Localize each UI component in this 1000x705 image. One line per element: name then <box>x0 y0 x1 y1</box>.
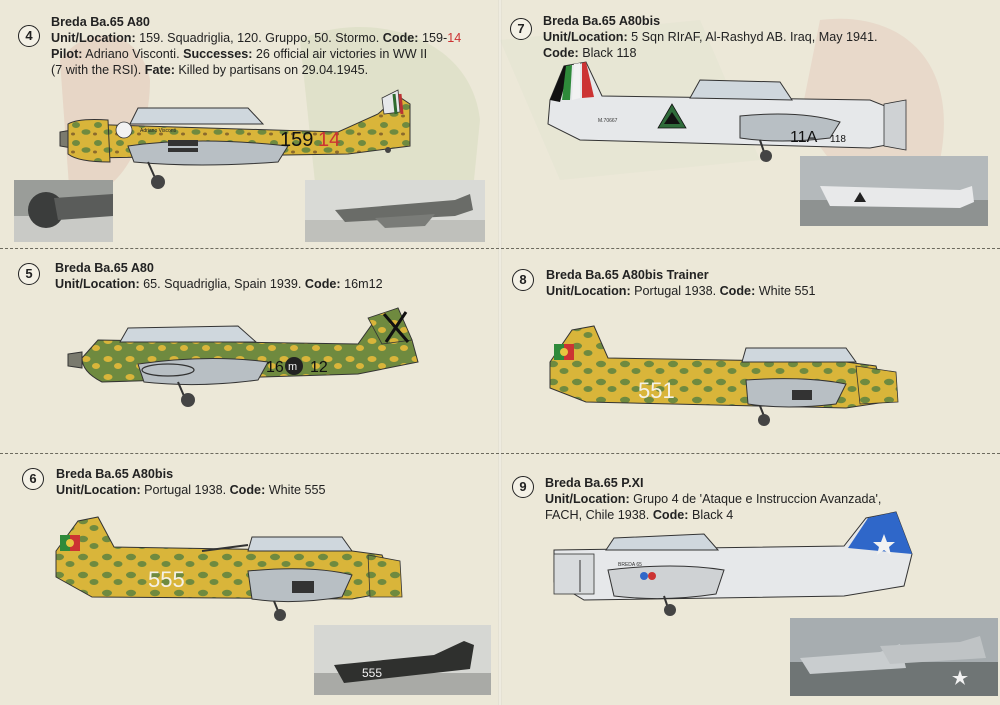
code-value: Black 4 <box>692 508 734 522</box>
fuselage-text: BREDA 65 <box>618 562 642 568</box>
code-label: Code: <box>304 277 341 291</box>
entry-number-badge: 9 <box>512 476 534 498</box>
entry-6-caption <box>56 466 496 498</box>
unit-value: 5 Sqn RIrAF, Al-Rashyd AB. Iraq, May 1941. <box>631 30 878 44</box>
unit-value: 159. Squadriglia, 120. Gruppo, 50. Stormo. <box>139 31 380 45</box>
unit-label: Unit/Location: <box>55 277 140 291</box>
photo-code: 555 <box>362 666 383 680</box>
successes-label: Successes: <box>183 47 253 61</box>
code-label: Code: <box>229 483 266 497</box>
entry-title: Breda Ba.65 A80bis Trainer <box>546 268 709 282</box>
aircraft-profile <box>58 300 428 410</box>
fuselage-code: 555 <box>148 567 185 592</box>
aircraft-profile <box>546 322 916 432</box>
unit-label: Unit/Location: <box>56 483 141 497</box>
fuselage-code: 551 <box>638 378 675 403</box>
entry-title: Breda Ba.65 P.XI <box>545 476 644 490</box>
unit-value: Portugal 1938. <box>634 284 717 298</box>
code-value: White 555 <box>268 483 326 497</box>
entry-5-caption <box>55 260 495 292</box>
entry-title: Breda Ba.65 A80 <box>51 15 150 29</box>
reference-photo <box>305 180 485 242</box>
code-value: Black 118 <box>582 46 637 60</box>
fate-value: Killed by partisans on 29.04.1945. <box>178 63 369 77</box>
divider-line <box>0 453 1000 454</box>
successes-value-2: (7 with the RSI). <box>51 63 142 77</box>
reference-photo <box>314 625 491 695</box>
entry-number-badge: 6 <box>22 468 44 490</box>
aircraft-profile <box>48 84 428 194</box>
code-label: Code: <box>382 31 419 45</box>
entry-title: Breda Ba.65 A80 <box>55 261 154 275</box>
fuselage-code-red: 14 <box>318 129 341 151</box>
entry-number-badge: 4 <box>18 25 40 47</box>
entry-number-badge: 8 <box>512 269 534 291</box>
code-label: Code: <box>543 46 579 60</box>
svg-text:118: 118 <box>830 134 846 145</box>
reference-photo <box>790 618 998 696</box>
fuselage-code-m: m <box>288 361 298 373</box>
code-label: Code: <box>652 508 689 522</box>
reference-photo <box>800 156 988 226</box>
code-value: White 551 <box>758 284 816 298</box>
center-fold <box>498 0 502 705</box>
unit-label: Unit/Location: <box>545 492 630 506</box>
pilot-label: Pilot: <box>51 47 83 61</box>
code-label: Code: <box>719 284 756 298</box>
entry-title: Breda Ba.65 A80bis <box>543 14 661 28</box>
aircraft-profile <box>52 515 422 625</box>
unit-label: Unit/Location: <box>546 284 631 298</box>
aircraft-profile <box>544 510 916 620</box>
serial-text: M.70667 <box>598 118 618 124</box>
divider-line <box>0 248 1000 249</box>
cowl-name: Adriano Visconti <box>140 128 177 134</box>
unit-label: Unit/Location: <box>543 30 628 44</box>
code-value: 16m12 <box>344 277 383 291</box>
unit-value: 65. Squadriglia, Spain 1939. <box>143 277 302 291</box>
code-value: 159- <box>421 31 448 45</box>
fuselage-code: 12 <box>310 359 328 376</box>
entry-number-badge: 5 <box>18 263 40 285</box>
code-value-red: 14 <box>447 31 462 45</box>
successes-value: 26 official air victories in WW II <box>255 47 428 61</box>
entry-8-caption <box>546 267 991 299</box>
fuselage-code: 159 <box>280 129 314 151</box>
unit-label: Unit/Location: <box>51 31 136 45</box>
aircraft-profile <box>540 60 910 170</box>
unit-value-2: FACH, Chile 1938. <box>545 508 650 522</box>
fate-label: Fate: <box>144 63 175 77</box>
entry-7-caption <box>543 13 988 61</box>
entry-number-badge: 7 <box>510 18 532 40</box>
entry-4-caption <box>51 14 496 78</box>
unit-value: Grupo 4 de 'Ataque e Instruccion Avanzada', <box>633 492 882 506</box>
unit-value: Portugal 1938. <box>144 483 227 497</box>
pilot-value: Adriano Visconti. <box>85 47 180 61</box>
svg-text:11A: 11A <box>790 129 818 146</box>
entry-title: Breda Ba.65 A80bis <box>56 467 174 481</box>
reference-photo <box>14 180 113 242</box>
fuselage-code: 16 <box>266 359 284 376</box>
